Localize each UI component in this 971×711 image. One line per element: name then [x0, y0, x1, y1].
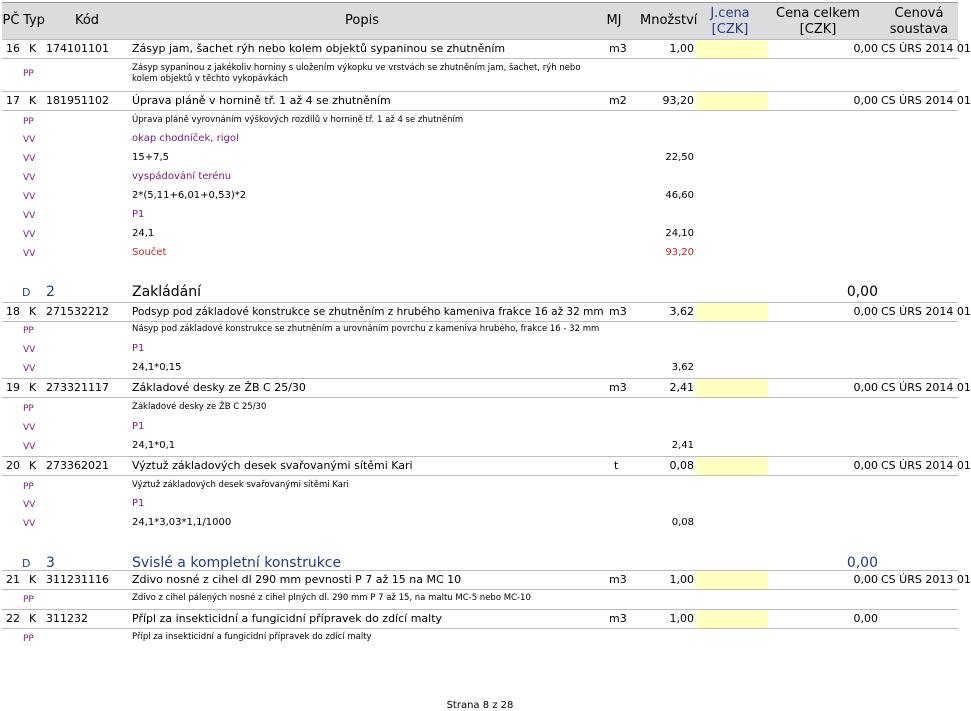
item-kod: 273362021: [46, 459, 109, 472]
vv-text: 24,1*0,15: [132, 362, 182, 373]
vv-tag: VV: [23, 192, 36, 202]
item-mnozstvi: 3,62: [669, 305, 694, 318]
vv-value: 24,10: [665, 228, 694, 239]
vv-row: [2, 151, 958, 165]
item-pc: 19: [6, 381, 20, 394]
vv-row: [2, 132, 958, 146]
pp-text: Výztuž základových desek svařovanými sítěmi Kari: [132, 480, 349, 490]
item-row-19: [2, 378, 971, 398]
col-cena-celkem-header-2: [CZK]: [799, 22, 837, 37]
item-typ: K: [29, 42, 37, 55]
jcena-cell: [696, 303, 768, 321]
item-pc: 17: [6, 94, 20, 107]
vv-row: [2, 420, 958, 434]
item-pc: 20: [6, 459, 20, 472]
pp-tag: PP: [23, 117, 34, 127]
pp-text: Násyp pod základové konstrukce se zhutněním a urovnáním povrchu z kameniva hrubého, frakce 16 - 32 mm: [132, 324, 600, 334]
item-kod: 271532212: [46, 305, 109, 318]
item-cena: 0,00: [853, 573, 878, 586]
vv-tag: VV: [23, 442, 36, 452]
col-typ-header: Typ: [23, 13, 45, 28]
item-pc: 18: [6, 305, 20, 318]
item-kod: 311231116: [46, 573, 109, 586]
vv-tag: VV: [23, 135, 36, 145]
item-mj: m3: [609, 42, 627, 55]
section-tag: D: [22, 286, 31, 299]
item-mj: m3: [609, 612, 627, 625]
jcena-cell: [696, 457, 768, 475]
vv-text: 24,1*0,1: [132, 440, 176, 451]
vv-row: [2, 227, 958, 241]
item-typ: K: [29, 94, 37, 107]
vv-value: 22,50: [665, 152, 694, 163]
item-popis: Základové desky ze ŽB C 25/30: [132, 381, 306, 394]
pp-tag: PP: [23, 595, 34, 605]
section-title: Zakládání: [132, 284, 201, 300]
vv-text: P1: [132, 498, 145, 509]
pp-row-17: [2, 114, 958, 128]
pp-row-22: [2, 631, 958, 645]
item-row-22: [2, 609, 958, 629]
item-row-17: [2, 91, 971, 111]
pp-text: Zásyp sypaninou z jakékoliv horniny s uložením výkopku ve vrstvách se zhutněním jam, šachet, rýh nebo kolem objektů v těchto vykopávkách: [132, 63, 581, 84]
jcena-cell: [696, 610, 768, 628]
vv-text: vyspádování terénu: [132, 171, 232, 182]
item-typ: K: [29, 573, 37, 586]
jcena-cell: [696, 40, 768, 58]
jcena-cell: [696, 571, 768, 589]
col-jcena-header-2: [CZK]: [711, 22, 749, 37]
item-popis: Zdivo nosné z cihel dl 290 mm pevnosti P 7 až 15 na MC 10: [132, 573, 462, 586]
item-cena: 0,00: [853, 459, 878, 472]
item-row-16: [2, 39, 971, 59]
item-kod: 174101101: [46, 42, 109, 55]
vv-text: P1: [132, 343, 145, 354]
pp-tag: PP: [23, 634, 34, 644]
vv-tag: VV: [23, 173, 36, 183]
item-typ: K: [29, 459, 37, 472]
item-pc: 16: [6, 42, 20, 55]
col-kod-header: Kód: [74, 13, 100, 28]
vv-row: [2, 189, 958, 203]
vv-value: 2,41: [671, 440, 694, 451]
page-number: Strana 8 z 28: [446, 700, 514, 711]
section-total: 0,00: [846, 284, 878, 300]
vv-value: 3,62: [671, 362, 694, 373]
item-kod: 181951102: [46, 94, 109, 107]
vv-tag: VV: [23, 500, 36, 510]
vv-sum-value: 93,20: [665, 247, 694, 258]
vv-text: P1: [132, 209, 145, 220]
pp-text: Základové desky ze ŽB C 25/30: [132, 402, 267, 412]
item-typ: K: [29, 612, 37, 625]
item-typ: K: [29, 305, 37, 318]
pp-text: Přípl za insekticidní a fungicidní přípravek do zdící malty: [132, 632, 372, 642]
pp-row-16: [2, 62, 958, 86]
pp-tag: PP: [23, 69, 34, 79]
vv-text: 24,1*3,03*1,1/1000: [132, 517, 232, 528]
section-total: 0,00: [846, 555, 878, 571]
item-pc: 22: [6, 612, 20, 625]
item-mj: t: [614, 459, 619, 472]
col-soustava-header-1: Cenová: [894, 6, 944, 21]
item-pc: 21: [6, 573, 20, 586]
vv-tag: VV: [23, 230, 36, 240]
item-soustava: CS ÚRS 2014 01: [881, 459, 971, 472]
item-mj: m3: [609, 573, 627, 586]
item-mnozstvi: 2,41: [669, 381, 694, 394]
pp-text: Zdivo z cihel pálených nosné z cihel plných dl. 290 mm P 7 až 15, na maltu MC-5 nebo MC-10: [132, 593, 531, 603]
item-mnozstvi: 1,00: [669, 612, 694, 625]
item-popis: Podsyp pod základové konstrukce se zhutněním z hrubého kameniva frakce 16 až 32 mm: [132, 306, 604, 318]
item-popis: Výztuž základových desek svařovanými sítěmi Kari: [132, 459, 413, 472]
jcena-cell: [696, 92, 768, 110]
vv-row: [2, 439, 958, 453]
item-mnozstvi: 0,08: [669, 459, 694, 472]
pp-row-19: [2, 401, 958, 415]
item-popis: Přípl za insekticidní a fungicidní přípravek do zdící malty: [132, 612, 443, 625]
vv-row-sum: [2, 246, 958, 260]
item-soustava: CS ÚRS 2013 01: [881, 573, 971, 586]
vv-text: 2*(5,11+6,01+0,53)*2: [132, 190, 247, 201]
pp-tag: PP: [23, 482, 34, 492]
item-popis: Zásyp jam, šachet rýh nebo kolem objektů sypaninou se zhutněním: [132, 42, 506, 55]
item-kod: 273321117: [46, 381, 109, 394]
jcena-cell: [696, 379, 768, 397]
vv-text: 15+7,5: [132, 152, 170, 163]
item-kod: 311232: [46, 612, 88, 625]
vv-tag: VV: [23, 345, 36, 355]
vv-sum-label: Součet: [132, 247, 167, 258]
vv-tag: VV: [23, 364, 36, 374]
item-soustava: CS ÚRS 2014 01: [881, 305, 971, 318]
vv-text: 24,1: [132, 228, 155, 239]
vv-tag: VV: [23, 154, 36, 164]
item-mj: m3: [609, 381, 627, 394]
vv-row: [2, 361, 958, 375]
vv-value: 0,08: [671, 517, 694, 528]
vv-value: 46,60: [665, 190, 694, 201]
item-mnozstvi: 1,00: [669, 42, 694, 55]
vv-row: [2, 208, 958, 222]
item-soustava: CS ÚRS 2014 01: [881, 381, 971, 394]
pp-row-18: [2, 323, 958, 337]
col-cena-celkem-header-1: Cena celkem: [776, 6, 860, 21]
pp-row-20: [2, 479, 958, 493]
pp-text: Úprava pláně vyrovnáním výškových rozdílů v hornině tř. 1 až 4 se zhutněním: [132, 115, 464, 125]
col-mj-header: MJ: [606, 13, 622, 28]
item-cena: 0,00: [853, 94, 878, 107]
item-cena: 0,00: [853, 612, 878, 625]
vv-row: [2, 342, 958, 356]
vv-text: okap chodníček, rigol: [132, 133, 239, 144]
item-cena: 0,00: [853, 381, 878, 394]
item-typ: K: [29, 381, 37, 394]
vv-row: [2, 170, 958, 184]
vv-row: [2, 516, 958, 530]
vv-tag: VV: [23, 249, 36, 259]
item-mnozstvi: 93,20: [662, 94, 694, 107]
section-number: 3: [46, 555, 55, 571]
section-title: Svislé a kompletní konstrukce: [132, 555, 342, 571]
table-header: [2, 2, 958, 39]
vv-tag: VV: [23, 519, 36, 529]
vv-tag: VV: [23, 211, 36, 221]
item-popis: Úprava pláně v hornině tř. 1 až 4 se zhutněním: [132, 94, 391, 107]
item-soustava: CS ÚRS 2014 01: [881, 94, 971, 107]
col-jcena-header-1: J.cena: [710, 6, 750, 21]
section-number: 2: [46, 284, 55, 300]
item-cena: 0,00: [853, 305, 878, 318]
item-row-21: [2, 570, 971, 590]
col-pc-header: PČ: [2, 13, 20, 28]
col-mnozstvi-header: Množství: [640, 13, 698, 28]
item-cena: 0,00: [853, 42, 878, 55]
vv-row: [2, 497, 958, 511]
vv-text: P1: [132, 421, 145, 432]
item-soustava: CS ÚRS 2014 01: [881, 42, 971, 55]
pp-tag: PP: [23, 404, 34, 414]
pp-tag: PP: [23, 326, 34, 336]
pp-row-21: [2, 592, 958, 606]
item-row-18: [2, 302, 971, 322]
section-row-2: [2, 282, 958, 302]
section-tag: D: [22, 557, 31, 570]
item-mj: m2: [609, 94, 627, 107]
col-popis-header: Popis: [345, 13, 379, 28]
vv-tag: VV: [23, 423, 36, 433]
col-soustava-header-2: soustava: [889, 22, 949, 37]
item-row-20: [2, 456, 971, 476]
item-mj: m3: [609, 305, 627, 318]
item-mnozstvi: 1,00: [669, 573, 694, 586]
